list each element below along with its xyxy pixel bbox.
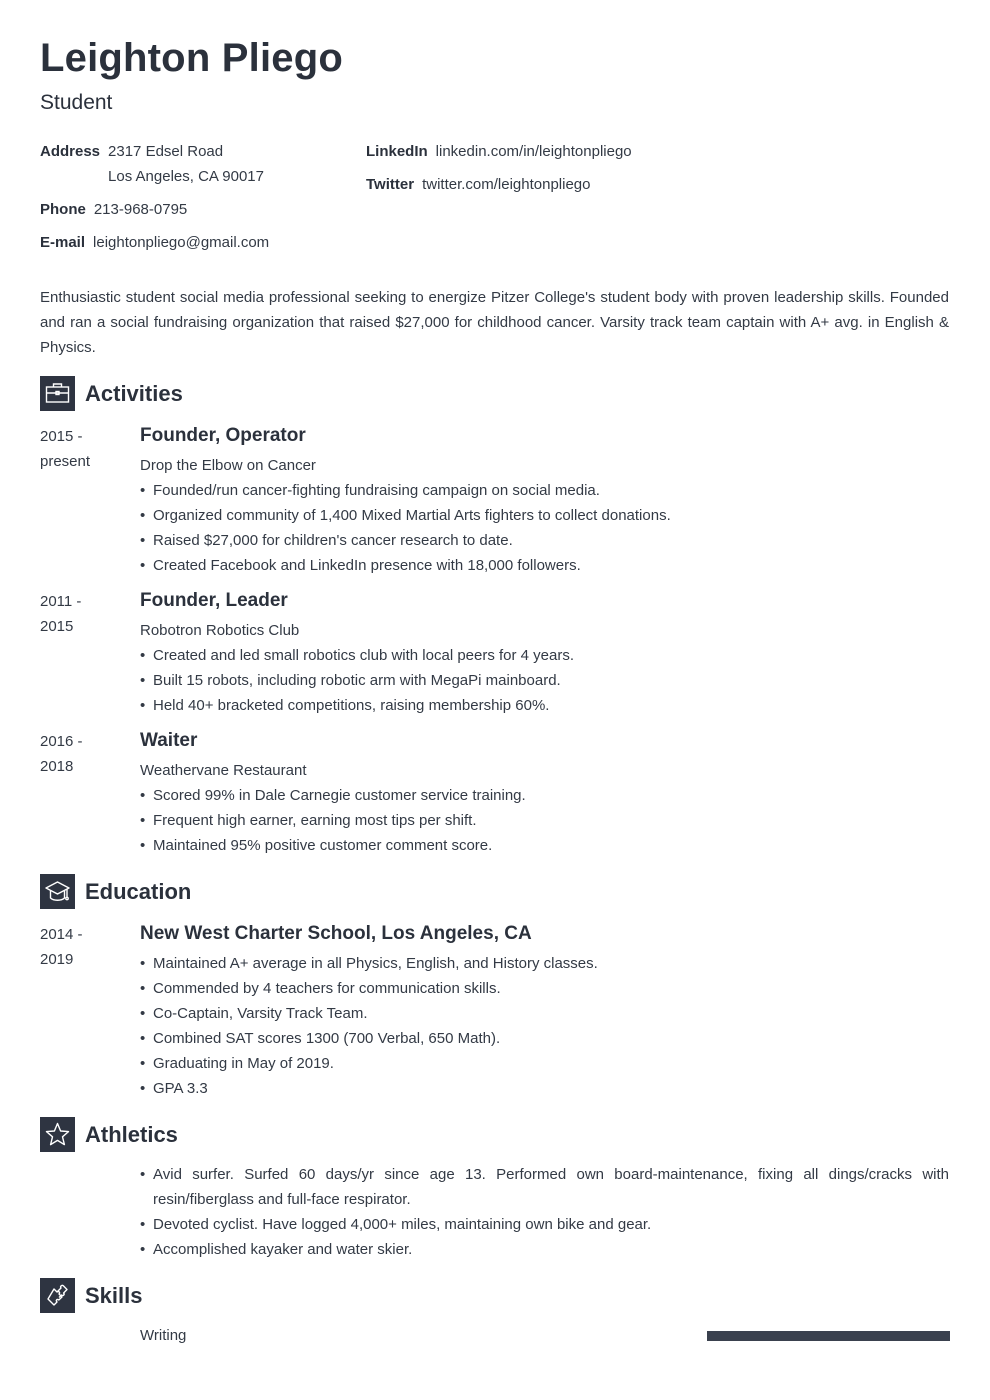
entry-school: New West Charter School, Los Angeles, CA <box>140 923 532 944</box>
date-start: 2014 - <box>40 926 83 943</box>
entry-date <box>40 589 130 639</box>
date-end: present <box>40 453 91 470</box>
entry-date <box>40 729 130 779</box>
summary-paragraph: Enthusiastic student social media professional seeking to energize Pitzer College's student body with proven leadership skills. Founded and ran a social fundraising organization that raised $27,000 for childhood cancer. Varsity track team captain with A+ avg. in English & Physics. <box>40 289 949 356</box>
entry-body <box>140 589 950 718</box>
bullet-item: • Built 15 robots, including robotic arm with MegaPi mainboard. <box>140 668 950 693</box>
bullet-item: • Held 40+ bracketed competitions, raising membership 60%. <box>140 693 950 718</box>
entry-date <box>40 424 130 474</box>
entry-role: Founder, Operator <box>140 425 306 446</box>
bullet-item: • Scored 99% in Dale Carnegie customer service training. <box>140 783 950 808</box>
entry-bullets <box>140 951 950 1101</box>
skill-row <box>140 1323 950 1348</box>
resume-page <box>40 0 950 1400</box>
entry-bullets <box>140 783 950 858</box>
bullet-item: • Graduating in May of 2019. <box>140 1051 950 1076</box>
entry-bullets <box>140 643 950 718</box>
address-line2: Los Angeles, CA 90017 <box>108 168 264 185</box>
skills-title: Skills <box>85 1282 143 1308</box>
puzzle-icon <box>40 1278 75 1313</box>
entry-role: Waiter <box>140 730 198 751</box>
entry-date <box>40 922 130 972</box>
entry-organization: Robotron Robotics Club <box>140 622 300 639</box>
skill-level-fill <box>707 1331 950 1341</box>
candidate-name: Leighton Pliego <box>40 36 343 80</box>
athletics-section-header <box>40 1117 178 1152</box>
phone-value: 213-968-0795 <box>93 201 188 218</box>
entry-body <box>140 729 950 858</box>
activities-title: Activities <box>85 380 183 406</box>
date-start: 2015 - <box>40 428 83 445</box>
contact-column-right <box>366 139 886 205</box>
linkedin-value[interactable]: linkedin.com/in/leightonpliego <box>435 143 632 160</box>
bullet-item: • Raised $27,000 for children's cancer research to date. <box>140 528 950 553</box>
education-section-header <box>40 874 191 909</box>
candidate-title: Student <box>40 91 113 114</box>
bullet-item: • Maintained A+ average in all Physics, English, and History classes. <box>140 951 950 976</box>
bullet-item: • Co-Captain, Varsity Track Team. <box>140 1001 950 1026</box>
contact-phone <box>40 197 360 222</box>
graduation-cap-icon <box>40 874 75 909</box>
bullet-item: • Avid surfer. Surfed 60 days/yr since age 13. Performed own board-maintenance, fixing all dings/cracks with resin/fiberglass and full-face respirator. <box>140 1162 949 1212</box>
twitter-value[interactable]: twitter.com/leightonpliego <box>422 176 591 193</box>
phone-label: Phone <box>40 201 86 218</box>
bullet-item: • Organized community of 1,400 Mixed Martial Arts fighters to collect donations. <box>140 503 950 528</box>
twitter-label: Twitter <box>366 176 415 193</box>
education-title: Education <box>85 878 192 904</box>
bullet-item: • GPA 3.3 <box>140 1076 950 1101</box>
bullet-item: • Commended by 4 teachers for communication skills. <box>140 976 950 1001</box>
bullet-item: • Combined SAT scores 1300 (700 Verbal, 650 Math). <box>140 1026 950 1051</box>
contact-column-left <box>40 139 360 263</box>
entry-body <box>140 922 950 1101</box>
linkedin-label: LinkedIn <box>366 143 428 160</box>
email-value[interactable]: leightonpliego@gmail.com <box>93 234 270 251</box>
entry-body <box>140 424 950 578</box>
entry-organization: Weathervane Restaurant <box>140 762 307 779</box>
bullet-item: • Maintained 95% positive customer comment score. <box>140 833 950 858</box>
contact-address <box>40 139 360 189</box>
athletics-bullets <box>140 1162 949 1262</box>
bullet-item: • Founded/run cancer-fighting fundraising campaign on social media. <box>140 478 950 503</box>
contact-linkedin <box>366 139 886 164</box>
skills-section-header <box>40 1278 142 1313</box>
star-icon <box>40 1117 75 1152</box>
contact-email <box>40 230 360 255</box>
entry-bullets <box>140 478 950 578</box>
athletics-title: Athletics <box>85 1121 178 1147</box>
contact-twitter <box>366 172 886 197</box>
address-line1: 2317 Edsel Road <box>108 143 224 160</box>
skill-name: Writing <box>140 1327 187 1344</box>
date-start: 2011 - <box>40 593 82 610</box>
briefcase-icon <box>40 376 75 411</box>
date-start: 2016 - <box>40 733 83 750</box>
activities-section-header <box>40 376 183 411</box>
bullet-item: • Devoted cyclist. Have logged 4,000+ miles, maintaining own bike and gear. <box>140 1212 949 1237</box>
address-label: Address <box>40 143 101 160</box>
skill-level-bar <box>707 1331 950 1341</box>
email-label: E-mail <box>40 234 86 251</box>
bullet-item: • Created Facebook and LinkedIn presence with 18,000 followers. <box>140 553 950 578</box>
date-end: 2019 <box>40 951 74 968</box>
date-end: 2015 <box>40 618 74 635</box>
date-end: 2018 <box>40 758 74 775</box>
entry-organization: Drop the Elbow on Cancer <box>140 457 316 474</box>
entry-role: Founder, Leader <box>140 590 288 611</box>
bullet-item: • Created and led small robotics club with local peers for 4 years. <box>140 643 950 668</box>
bullet-item: • Frequent high earner, earning most tips per shift. <box>140 808 950 833</box>
bullet-item: • Accomplished kayaker and water skier. <box>140 1237 949 1262</box>
